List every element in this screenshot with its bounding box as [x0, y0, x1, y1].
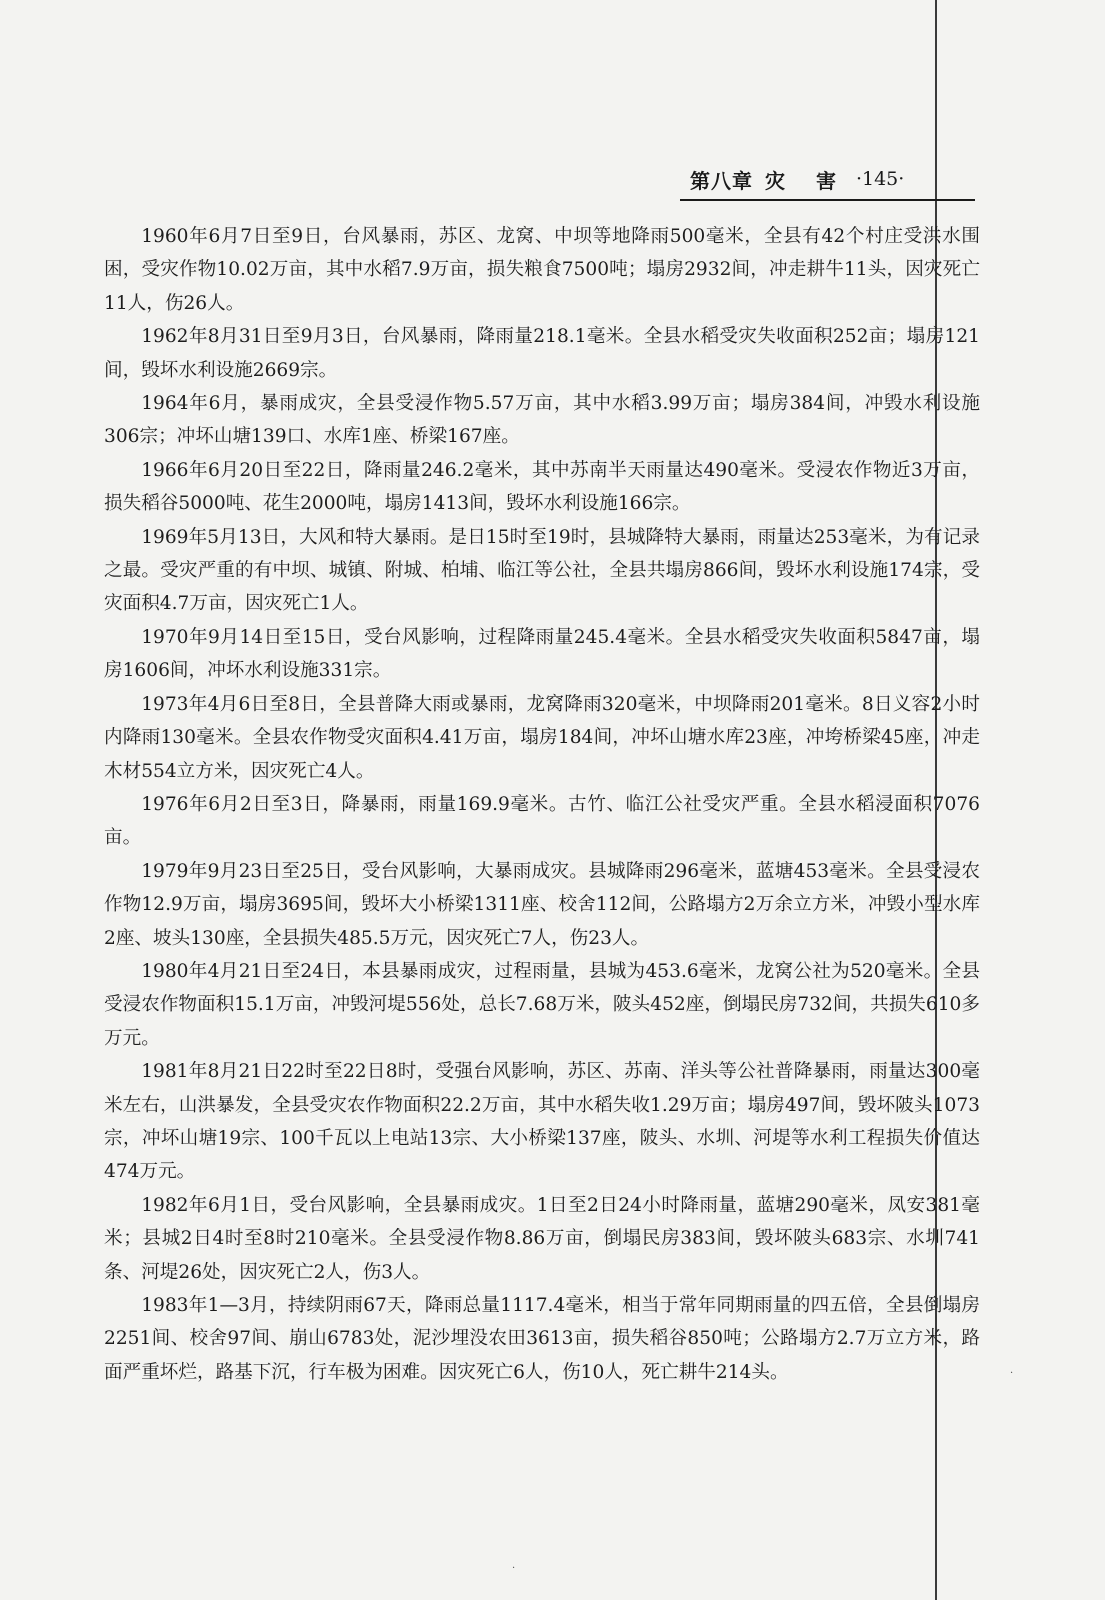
- chapter-title: 第八章: [690, 168, 753, 193]
- paragraph-1982: 1982年6月1日，受台风影响，全县暴雨成灾。1日至2日24小时降雨量，蓝塘290毫米，凤安381毫米；县城2日4时至8时210毫米。全县受浸作物8.86万亩，倒塌民房383间，毁坏陂头683宗、水圳741条、河堤26处，因灾死亡2人，伤3人。: [104, 1194, 980, 1283]
- page-number: ·145·: [855, 168, 905, 190]
- paragraph-1979: 1979年9月23日至25日，受台风影响，大暴雨成灾。县城降雨296毫米，蓝塘453毫米。全县受浸农作物12.9万亩，塌房3695间，毁坏大小桥梁1311座、校舍112间，公路塌方2万余立方米，冲毁小型水库2座、坡头130座，全县损失485.5万元，因灾死亡7人，伤23人。: [104, 860, 980, 949]
- paragraph-1970: 1970年9月14日至15日，受台风影响，过程降雨量245.4毫米。全县水稻受灾失收面积5847亩，塌房1606间，冲坏水利设施331宗。: [104, 626, 980, 682]
- paragraph-1960: 1960年6月7日至9日，台风暴雨，苏区、龙窝、中坝等地降雨500毫米，全县有42个村庄受洪水围困，受灾作物10.02万亩，其中水稻7.9万亩，损失粮食7500吨；塌房2932间，冲走耕牛11头，因灾死亡11人，伤26人。: [104, 226, 980, 314]
- paragraph-1976: 1976年6月2日至3日，降暴雨，雨量169.9毫米。古竹、临江公社受灾严重。全县水稻浸面积7076亩。: [104, 793, 980, 849]
- paragraph-1983: 1983年1—3月，持续阴雨67天，降雨总量1117.4毫米，相当于常年同期雨量的四五倍，全县倒塌房2251间、校舍97间、崩山6783处，泥沙埋没农田3613亩，损失稻谷850吨；公路塌方2.7万立方米，路面严重坏烂，路基下沉，行车极为困难。因灾死亡6人，伤10人，死亡耕牛214头。: [104, 1295, 980, 1383]
- paragraph-1981: 1981年8月21日22时至22日8时，受强台风影响，苏区、苏南、洋头等公社普降暴雨，雨量达300毫米左右，山洪暴发，全县受灾农作物面积22.2万亩，其中水稻失收1.29万亩；塌房497间，毁坏陂头1073宗，冲坏山塘19宗、100千瓦以上电站13宗、大小桥梁137座，陂头、水圳、河堤等水利工程损失价值达474万元。: [104, 1061, 980, 1183]
- paragraph-1980: 1980年4月21日至24日，本县暴雨成灾，过程雨量，县城为453.6毫米，龙窝公社为520毫米。全县受浸农作物面积15.1万亩，冲毁河堤556处，总长7.68万米，陂头452座，倒塌民房732间，共损失610多万元。: [104, 960, 980, 1049]
- paragraph-1973: 1973年4月6日至8日，全县普降大雨或暴雨，龙窝降雨320毫米，中坝降雨201毫米。8日义容2小时内降雨130毫米。全县农作物受灾面积4.41万亩，塌房184间，冲坏山塘水库23座，冲垮桥梁45座，冲走木材554立方米，因灾死亡4人。: [104, 693, 980, 782]
- body-text: [104, 220, 980, 1389]
- section-topic: 灾 害: [765, 168, 848, 193]
- paragraph-1966: 1966年6月20日至22日，降雨量246.2毫米，其中苏南半天雨量达490毫米。受浸农作物近3万亩，损失稻谷5000吨、花生2000吨，塌房1413间，毁坏水利设施166宗。: [104, 459, 980, 515]
- paragraph-1964: 1964年6月，暴雨成灾，全县受浸作物5.57万亩，其中水稻3.99万亩；塌房384间，冲毁水利设施306宗；冲坏山塘139口、水库1座、桥梁167座。: [104, 393, 980, 448]
- header-rule: [680, 199, 975, 201]
- scan-speck: ·: [512, 1563, 516, 1574]
- paragraph-1962: 1962年8月31日至9月3日，台风暴雨，降雨量218.1毫米。全县水稻受灾失收面积252亩；塌房121间，毁坏水利设施2669宗。: [104, 326, 980, 381]
- paragraph-1969: 1969年5月13日，大风和特大暴雨。是日15时至19时，县城降特大暴雨，雨量达253毫米，为有记录之最。受灾严重的有中坝、城镇、附城、柏埔、临江等公社，全县共塌房866间，毁坏水利设施174宗，受灾面积4.7万亩，因灾死亡1人。: [104, 526, 980, 615]
- running-header: [690, 163, 970, 195]
- scan-speck: ·: [1010, 1368, 1014, 1379]
